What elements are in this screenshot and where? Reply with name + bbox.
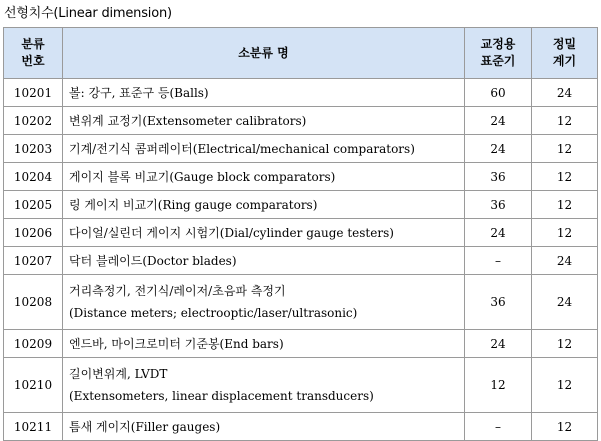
cell-name-line: 길이변위계, LVDT (69, 367, 168, 381)
cell-precision-months: 12 (532, 219, 598, 247)
cell-name-line: 기계/전기식 콤퍼레이터(Electrical/mechanical comparators) (69, 141, 415, 156)
cell-code: 10202 (4, 107, 63, 135)
header-code (4, 28, 63, 79)
cell-calibration-months: 36 (465, 275, 532, 330)
table-caption: 선형치수(Linear dimension) (4, 6, 172, 21)
cell-code: 10211 (4, 413, 63, 441)
table-row (4, 79, 598, 107)
table-row (4, 107, 598, 135)
header-name: 소분류 명 (63, 28, 465, 79)
cell-name (63, 191, 465, 219)
table-row (4, 163, 598, 191)
cell-name (63, 107, 465, 135)
cell-name-line: 닥터 블레이드(Doctor blades) (69, 253, 237, 268)
cell-calibration-months: 36 (465, 163, 532, 191)
cell-code: 10209 (4, 330, 63, 358)
cell-name (63, 247, 465, 275)
cell-name-line: 링 게이지 비교기(Ring gauge comparators) (69, 197, 318, 212)
cell-code: 10208 (4, 275, 63, 330)
cell-precision-months: 12 (532, 358, 598, 413)
cell-calibration-months: 12 (465, 358, 532, 413)
cell-code: 10205 (4, 191, 63, 219)
cell-name (63, 358, 465, 413)
cell-name-line: 게이지 블록 비교기(Gauge block comparators) (69, 169, 336, 184)
header-precision-instrument (532, 28, 598, 79)
cell-precision-months: 24 (532, 275, 598, 330)
cell-name (63, 79, 465, 107)
header-cal-line1: 교정용 (480, 37, 516, 51)
header-calibration-standard (465, 28, 532, 79)
cell-name (63, 163, 465, 191)
cell-name-line: (Distance meters; electrooptic/laser/ultrasonic) (69, 306, 358, 320)
cell-calibration-months: – (465, 413, 532, 441)
cell-precision-months: 12 (532, 135, 598, 163)
cell-name-line: 변위계 교정기(Extensometer calibrators) (69, 113, 307, 128)
cell-code: 10201 (4, 79, 63, 107)
cell-calibration-months: 24 (465, 135, 532, 163)
cell-calibration-months: 24 (465, 107, 532, 135)
cell-precision-months: 24 (532, 247, 598, 275)
cell-precision-months: 12 (532, 191, 598, 219)
table-row (4, 219, 598, 247)
cell-calibration-months: – (465, 247, 532, 275)
cell-precision-months: 12 (532, 107, 598, 135)
cell-name-line: 틈새 게이지(Filler gauges) (69, 419, 221, 434)
cell-code: 10204 (4, 163, 63, 191)
cell-code: 10206 (4, 219, 63, 247)
cell-name (63, 219, 465, 247)
cell-name-line: 볼: 강구, 표준구 등(Balls) (69, 85, 209, 100)
cell-name (63, 330, 465, 358)
cell-code: 10207 (4, 247, 63, 275)
table-row (4, 135, 598, 163)
cell-name-line: 거리측정기, 전기식/레이저/초음파 측정기 (69, 284, 286, 298)
table-row (4, 275, 598, 330)
header-row (4, 28, 598, 79)
cell-calibration-months: 60 (465, 79, 532, 107)
cell-name-line: 엔드바, 마이크로미터 기준봉(End bars) (69, 336, 284, 351)
cell-precision-months: 12 (532, 330, 598, 358)
cell-calibration-months: 36 (465, 191, 532, 219)
header-code-line1: 분류 (21, 37, 45, 51)
table-row (4, 191, 598, 219)
cell-precision-months: 12 (532, 163, 598, 191)
header-cal-line2: 표준기 (480, 54, 516, 68)
header-prec-line1: 정밀 (552, 37, 577, 51)
table-row (4, 330, 598, 358)
header-code-line2: 번호 (21, 54, 45, 68)
cell-precision-months: 12 (532, 413, 598, 441)
cell-name (63, 135, 465, 163)
table-row (4, 247, 598, 275)
header-prec-line2: 계기 (552, 54, 577, 68)
cell-name-line: 다이얼/실린더 게이지 시험기(Dial/cylinder gauge testers) (69, 225, 394, 240)
cell-calibration-months: 24 (465, 330, 532, 358)
cell-name (63, 275, 465, 330)
linear-dimension-table (3, 27, 598, 441)
cell-code: 10210 (4, 358, 63, 413)
cell-calibration-months: 24 (465, 219, 532, 247)
cell-name-line: (Extensometers, linear displacement transducers) (69, 389, 374, 403)
cell-precision-months: 24 (532, 79, 598, 107)
cell-code: 10203 (4, 135, 63, 163)
table-row (4, 358, 598, 413)
table-body (4, 79, 598, 441)
